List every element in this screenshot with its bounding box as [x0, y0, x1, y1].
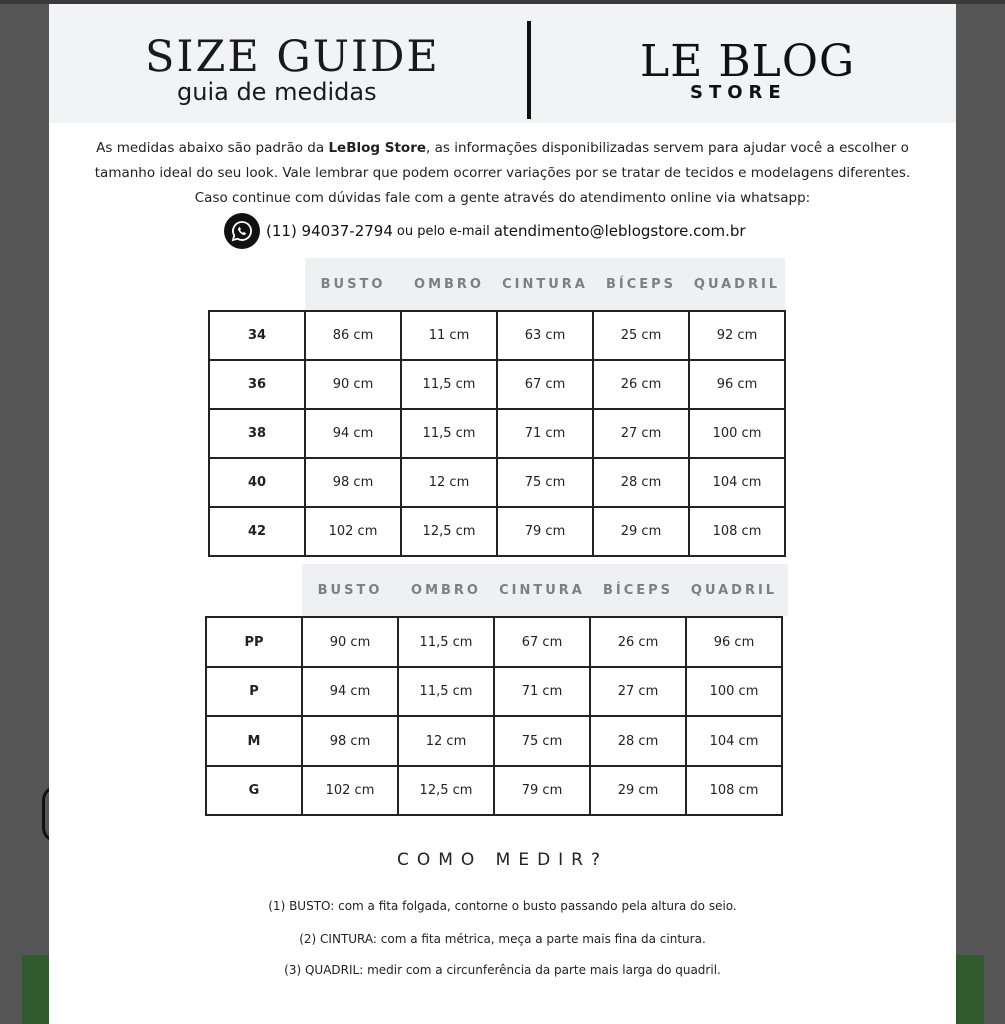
column-header: CINTURA [502, 276, 588, 292]
size-label: 42 [209, 507, 305, 556]
size-label: PP [206, 617, 302, 667]
intro-text [49, 136, 956, 211]
table-cell: 12,5 cm [398, 766, 494, 815]
column-header: BUSTO [317, 582, 383, 598]
table-cell: 98 cm [302, 716, 398, 766]
table-cell: 71 cm [497, 409, 593, 458]
table-cell: 28 cm [593, 458, 689, 507]
table-cell: 29 cm [593, 507, 689, 556]
column-header: QUADRIL [690, 582, 778, 598]
size-label: P [206, 667, 302, 716]
table-1-column-headers [305, 258, 785, 310]
table-cell: 79 cm [494, 766, 590, 815]
table-cell: 86 cm [305, 311, 401, 360]
brand-logo-sub: STORE [690, 82, 787, 103]
table-row [206, 667, 782, 716]
intro-line-2: tamanho ideal do seu look. Vale lembrar que podem ocorrer variações por se tratar de tecidos e modelagens diferentes. [94, 165, 911, 181]
table-cell: 63 cm [497, 311, 593, 360]
column-header: QUADRIL [693, 276, 781, 292]
table-cell: 100 cm [686, 667, 782, 716]
size-guide-title: SIZE GUIDE [145, 32, 440, 82]
contact-phone[interactable]: (11) 94037-2794 [266, 222, 393, 240]
table-cell: 26 cm [590, 617, 686, 667]
table-cell: 11,5 cm [398, 617, 494, 667]
size-label: 34 [209, 311, 305, 360]
table-cell: 102 cm [302, 766, 398, 815]
column-header: OMBRO [414, 276, 484, 292]
table-row [209, 458, 785, 507]
column-header: CINTURA [499, 582, 585, 598]
column-header: BÍCEPS [602, 582, 674, 598]
size-table-letter [205, 616, 783, 816]
table-cell: 28 cm [590, 716, 686, 766]
table-cell: 102 cm [305, 507, 401, 556]
column-header: OMBRO [411, 582, 481, 598]
header-divider [527, 21, 531, 119]
table-cell: 29 cm [590, 766, 686, 815]
table-cell: 12,5 cm [401, 507, 497, 556]
table-row [209, 409, 785, 458]
column-header: BUSTO [320, 276, 386, 292]
how-to-item: (3) QUADRIL: medir com a circunferência da parte mais larga do quadril. [284, 963, 721, 977]
table-cell: 12 cm [398, 716, 494, 766]
how-to-measure-title: COMO MEDIR? [396, 850, 609, 870]
table-cell: 96 cm [689, 360, 785, 409]
table-cell: 11 cm [401, 311, 497, 360]
table-cell: 75 cm [494, 716, 590, 766]
table-cell: 67 cm [494, 617, 590, 667]
brand-logo: LE BLOG [640, 36, 856, 87]
table-cell: 71 cm [494, 667, 590, 716]
table-row [209, 507, 785, 556]
table-cell: 90 cm [305, 360, 401, 409]
table-cell: 100 cm [689, 409, 785, 458]
table-cell: 11,5 cm [398, 667, 494, 716]
table-cell: 11,5 cm [401, 360, 497, 409]
size-table-numeric [208, 310, 786, 557]
table-cell: 104 cm [686, 716, 782, 766]
table-row [209, 311, 785, 360]
size-label: 36 [209, 360, 305, 409]
size-label: M [206, 716, 302, 766]
size-label: 40 [209, 458, 305, 507]
size-label: 38 [209, 409, 305, 458]
table-cell: 75 cm [497, 458, 593, 507]
intro-line-3: Caso continue com dúvidas fale com a gente através do atendimento online via whatsapp: [194, 190, 811, 206]
table-cell: 27 cm [593, 409, 689, 458]
intro-line-1: As medidas abaixo são padrão da LeBlog Store, as informações disponibilizadas servem para ajudar você a escolher o [96, 140, 909, 156]
table-cell: 98 cm [305, 458, 401, 507]
table-cell: 11,5 cm [401, 409, 497, 458]
size-guide-modal [49, 4, 956, 1024]
how-to-item: (2) CINTURA: com a fita métrica, meça a parte mais fina da cintura. [299, 932, 706, 946]
table-cell: 104 cm [689, 458, 785, 507]
table-row [209, 360, 785, 409]
table-cell: 90 cm [302, 617, 398, 667]
whatsapp-icon[interactable] [224, 213, 260, 249]
table-cell: 25 cm [593, 311, 689, 360]
table-cell: 26 cm [593, 360, 689, 409]
table-cell: 12 cm [401, 458, 497, 507]
table-2-column-headers [302, 564, 788, 616]
table-cell: 108 cm [686, 766, 782, 815]
size-guide-subtitle: guia de medidas [177, 78, 377, 106]
table-row [206, 716, 782, 766]
size-guide-header [49, 4, 956, 123]
table-row [206, 617, 782, 667]
table-cell: 96 cm [686, 617, 782, 667]
table-cell: 67 cm [497, 360, 593, 409]
contact-email[interactable]: atendimento@leblogstore.com.br [493, 222, 746, 240]
table-cell: 27 cm [590, 667, 686, 716]
table-cell: 92 cm [689, 311, 785, 360]
table-cell: 79 cm [497, 507, 593, 556]
table-cell: 94 cm [302, 667, 398, 716]
contact-connector: ou pelo e-mail [396, 223, 490, 239]
table-cell: 108 cm [689, 507, 785, 556]
table-cell: 94 cm [305, 409, 401, 458]
contact-line [224, 213, 746, 249]
how-to-item: (1) BUSTO: com a fita folgada, contorne o busto passando pela altura do seio. [268, 899, 737, 913]
column-header: BÍCEPS [605, 276, 677, 292]
size-label: G [206, 766, 302, 815]
table-row [206, 766, 782, 815]
